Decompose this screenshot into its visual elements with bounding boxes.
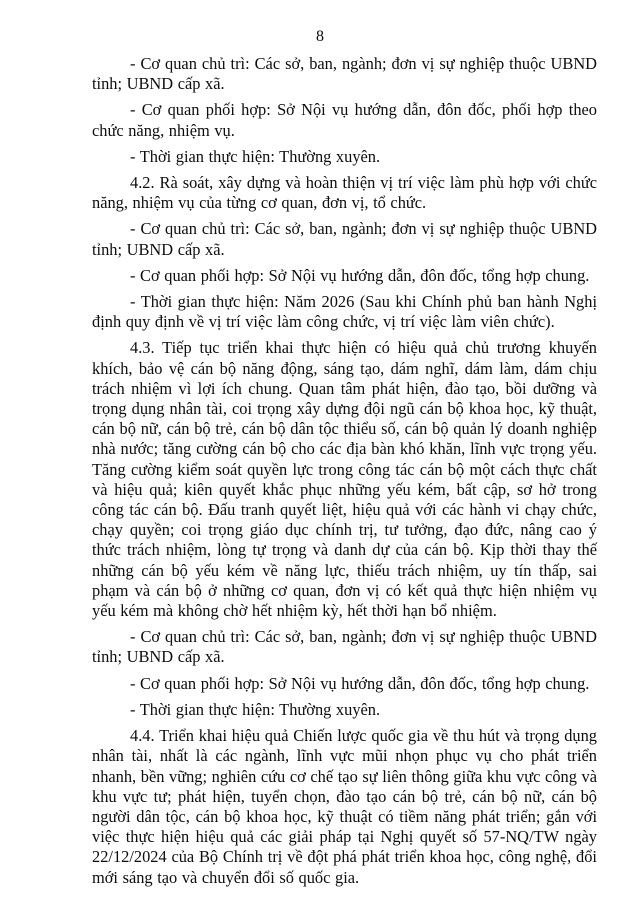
paragraph-co-quan-chu-tri-2: - Cơ quan chủ trì: Các sở, ban, ngành; đơn vị sự nghiệp thuộc UBND tỉnh; UBND cấp xã. — [92, 219, 597, 259]
paragraph-thoi-gian-2: - Thời gian thực hiện: Năm 2026 (Sau khi Chính phủ ban hành Nghị định quy định về vị trí việc làm công chức, vị trí việc làm viên chức). — [92, 292, 597, 332]
paragraph-co-quan-chu-tri-1: - Cơ quan chủ trì: Các sở, ban, ngành; đơn vị sự nghiệp thuộc UBND tỉnh; UBND cấp xã. — [92, 54, 597, 94]
paragraph-section-4-3: 4.3. Tiếp tục triển khai thực hiện có hiệu quả chủ trương khuyến khích, bảo vệ cán bộ năng động, sáng tạo, dám nghĩ, dám làm, dám chịu trách nhiệm vì lợi ích chung. Quan tâm phát hiện, đào tạo, bồi dưỡng và trọng dụng nhân tài, coi trọng xây dựng đội ngũ cán bộ khoa học, kỹ thuật, cán bộ nữ, cán bộ trẻ, cán bộ dân tộc thiểu số, cán bộ quản lý doanh nghiệp nhà nước; tăng cường cán bộ cho các địa bàn khó khăn, lĩnh vực trọng yếu. Tăng cường kiểm soát quyền lực trong công tác cán bộ một cách thực chất và hiệu quả; kiên quyết khắc phục những yếu kém, bất cập, sơ hở trong công tác cán bộ. Đấu tranh quyết liệt, hiệu quả với các hành vi chạy chức, chạy quyền; coi trọng giáo dục chính trị, tư tưởng, đạo đức, nâng cao ý thức trách nhiệm, lòng tự trọng và danh dự của cán bộ. Kịp thời thay thế những cán bộ yếu kém về năng lực, thiếu trách nhiệm, uy tín thấp, sai phạm và cán bộ ở những cơ quan, đơn vị có kết quả thực hiện nhiệm vụ yếu kém mà không chờ hết nhiệm kỳ, hết thời hạn bổ nhiệm. — [92, 338, 597, 621]
paragraph-thoi-gian-1: - Thời gian thực hiện: Thường xuyên. — [130, 146, 381, 166]
paragraph-co-quan-phoi-hop-3: - Cơ quan phối hợp: Sở Nội vụ hướng dẫn, đôn đốc, tổng hợp chung. — [130, 673, 590, 693]
paragraph-thoi-gian-3: - Thời gian thực hiện: Thường xuyên. — [130, 699, 381, 719]
paragraph-section-4-2: 4.2. Rà soát, xây dựng và hoàn thiện vị trí việc làm phù hợp với chức năng, nhiệm vụ của từng cơ quan, đơn vị, tổ chức. — [92, 173, 597, 213]
page-number: 8 — [316, 28, 324, 45]
paragraph-co-quan-phoi-hop-1: - Cơ quan phối hợp: Sở Nội vụ hướng dẫn, đôn đốc, phối hợp theo chức năng, nhiệm vụ. — [92, 100, 597, 140]
paragraph-co-quan-phoi-hop-2: - Cơ quan phối hợp: Sở Nội vụ hướng dẫn, đôn đốc, tổng hợp chung. — [130, 265, 590, 285]
paragraph-co-quan-chu-tri-3: - Cơ quan chủ trì: Các sở, ban, ngành; đơn vị sự nghiệp thuộc UBND tỉnh; UBND cấp xã. — [92, 627, 597, 667]
paragraph-section-4-4: 4.4. Triển khai hiệu quả Chiến lược quốc gia về thu hút và trọng dụng nhân tài, nhất là các ngành, lĩnh vực mũi nhọn phục vụ cho phát triển nhanh, bền vững; nghiên cứu cơ chế tạo sự liên thông giữa khu vực công và khu vực tư; phát hiện, tuyển chọn, đào tạo cán bộ trẻ, cán bộ nữ, cán bộ người dân tộc, cán bộ khoa học, kỹ thuật có tiềm năng phát triển; gắn với việc thực hiện hiệu quả các giải pháp tại Nghị quyết số 57-NQ/TW ngày 22/12/2024 của Bộ Chính trị về đột phá phát triển khoa học, công nghệ, đổi mới sáng tạo và chuyển đổi số quốc gia. — [92, 726, 597, 887]
document-body — [92, 54, 597, 894]
